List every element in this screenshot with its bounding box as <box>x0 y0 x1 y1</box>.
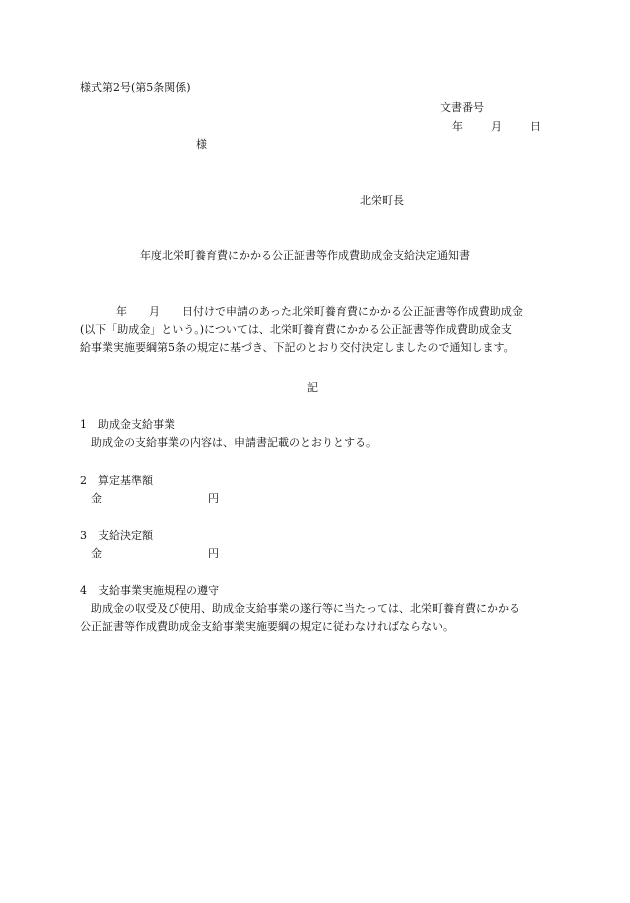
date-month: 月 <box>491 120 502 133</box>
section-3-amount <box>80 545 550 563</box>
section-3 <box>80 527 550 563</box>
body-month: 月 <box>149 305 160 318</box>
document-number-label: 文書番号 <box>440 101 484 114</box>
date-day: 日 <box>530 120 541 133</box>
body-line-1 <box>80 303 550 321</box>
section-2-unit: 円 <box>208 492 219 505</box>
section-3-unit: 円 <box>208 547 219 560</box>
section-2-amount <box>80 490 550 508</box>
body-paragraph <box>80 303 550 357</box>
body-year: 年 <box>116 305 127 318</box>
section-4-content-1: 助成金の収受及び使用、助成金支給事業の遂行等に当たっては、北栄町養育費にかかる <box>91 602 520 615</box>
date-year: 年 <box>452 120 463 133</box>
section-2-heading: 2 算定基準額 <box>80 474 153 487</box>
section-3-currency: 金 <box>91 547 102 560</box>
body-line-3: 給事業実施要綱第5条の規定に基づき、下記のとおり交付決定しましたので通知します。 <box>80 341 515 354</box>
section-4-heading: 4 支給事業実施規程の遵守 <box>80 584 219 597</box>
form-number-label: 様式第2号(第5条関係) <box>80 81 191 94</box>
section-4-content-2: 公正証書等作成費助成金支給事業実施要綱の規定に従わなければならない。 <box>80 620 454 633</box>
ki-heading: 記 <box>307 381 318 394</box>
issuer-name: 北栄町長 <box>360 194 404 207</box>
section-3-heading: 3 支給決定額 <box>80 529 153 542</box>
section-2 <box>80 472 550 508</box>
section-1-content: 助成金の支給事業の内容は、申請書記載のとおりとする。 <box>91 436 377 449</box>
section-2-currency: 金 <box>91 492 102 505</box>
date-line <box>452 121 541 132</box>
body-line-2: (以下「助成金」という。)については、北栄町養育費にかかる公正証書等作成費助成金支 <box>80 323 512 336</box>
addressee-suffix: 様 <box>196 138 207 151</box>
section-4 <box>80 582 550 636</box>
section-1 <box>80 416 550 452</box>
section-1-heading: 1 助成金支給事業 <box>80 418 175 431</box>
body-line-1-rest: 日付けで申請のあった北栄町養育費にかかる公正証書等作成費助成金 <box>182 305 523 318</box>
document-title: 年度北栄町養育費にかかる公正証書等作成費助成金支給決定通知書 <box>140 249 470 262</box>
